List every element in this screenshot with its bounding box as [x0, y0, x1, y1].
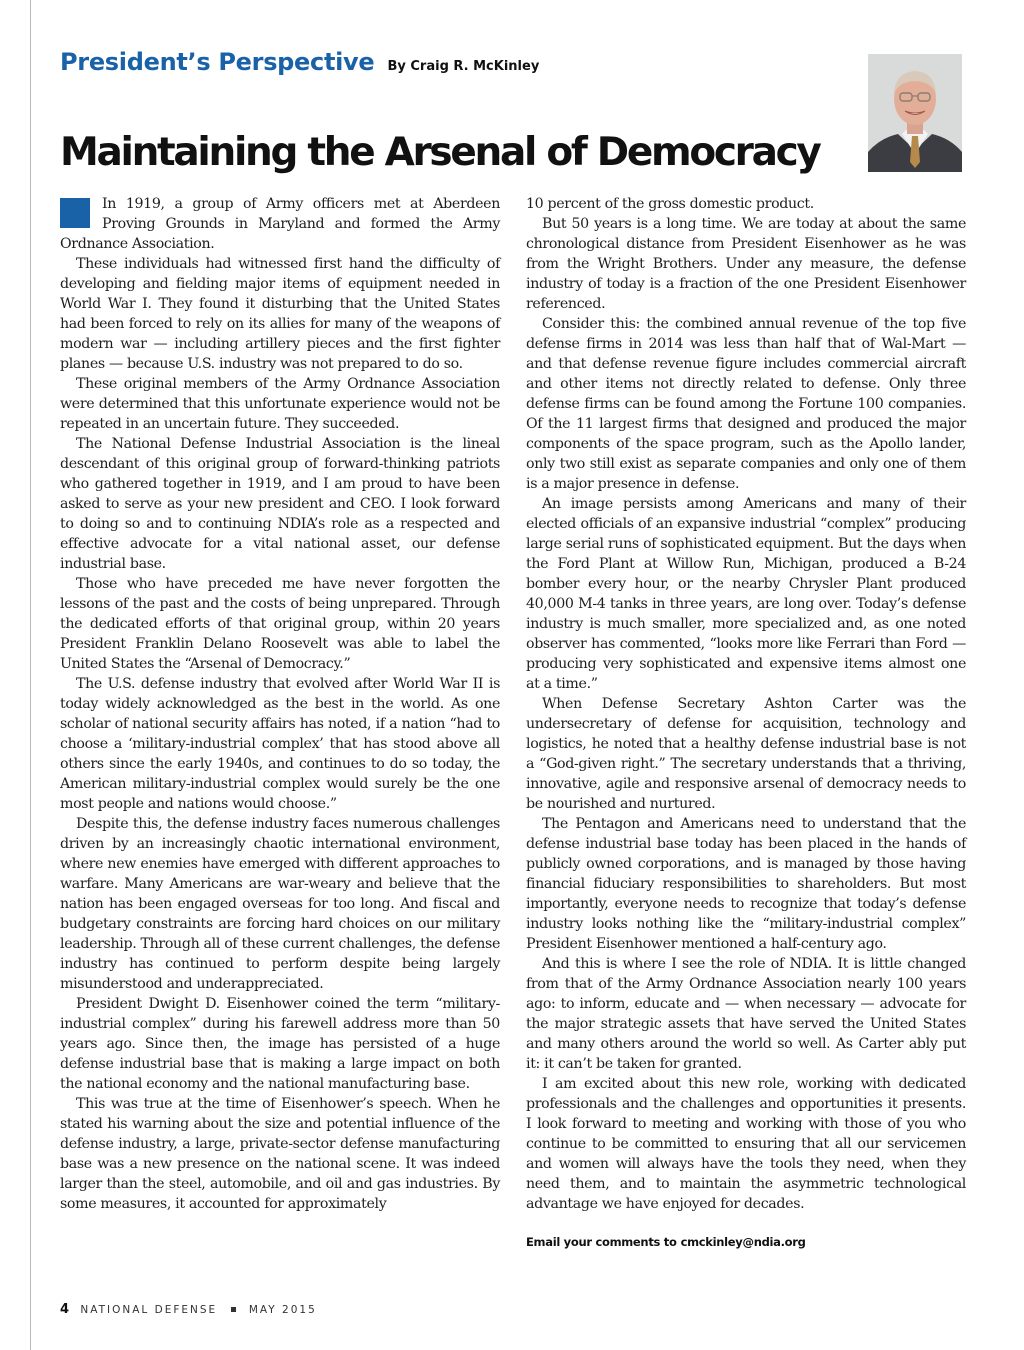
paragraph: The U.S. defense industry that evolved after World War II is today widely acknowledged as the best in the world. As one scholar of national security affairs has noted, if a nation “had to choose a ‘military-industrial complex’ that has stood above all others since the early 1940s, and continues to do so today, the American military-industrial complex would surely be the one most people and nations would choose.” — [60, 676, 500, 812]
paragraph: The National Defense Industrial Association is the lineal descendant of this original group of forward-thinking patriots who gathered together in 1919, and I am proud to have been asked to serve as your new president and CEO. I look forward to doing so and to continuing NDIA’s role as a respected and effective advocate for a vital national asset, our defense industrial base. — [60, 436, 500, 572]
paragraph-text: In 1919, a group of Army officers met at Aberdeen Proving Grounds in Maryland and formed the Army Ordnance Association. — [60, 196, 500, 252]
page-margin-rule — [30, 0, 31, 1350]
page-number: 4 — [60, 1302, 70, 1317]
email-comments-line — [526, 1232, 966, 1252]
byline: By Craig R. McKinley — [387, 59, 540, 74]
article-headline: Maintaining the Arsenal of Democracy — [60, 130, 820, 175]
paragraph: I am excited about this new role, working with dedicated professionals and the challenges and opportunities it presents. I look forward to meeting and working with those of you who continue to be committed to ensuring that all our servicemen and women will always have the tools they need, when they need them, and to maintain the asymmetric technological advantage we have enjoyed for decades. — [526, 1076, 966, 1212]
email-label: Email your comments to — [526, 1235, 677, 1249]
drop-cap-block — [60, 198, 90, 228]
author-portrait — [868, 54, 962, 172]
footer-separator — [231, 1307, 236, 1312]
left-column — [60, 194, 500, 1214]
page-footer — [60, 1302, 317, 1317]
paragraph — [60, 194, 500, 254]
paragraph: President Dwight D. Eisenhower coined the term “military-industrial complex” during his farewell address more than 50 years ago. Since then, the image has persisted of a huge defense industrial base that is making a large impact on both the national economy and the national manufacturing base. — [60, 996, 500, 1092]
paragraph: Despite this, the defense industry faces numerous challenges driven by an increasingly chaotic international environment, where new enemies have emerged with different approaches to warfare. Many Americans are war-weary and believe that the nation has been engaged overseas for too long. And fiscal and budgetary constraints are forcing hard choices on our military leadership. Through all of these current challenges, the defense industry has continued to perform despite being largely misunderstood and underappreciated. — [60, 816, 500, 992]
paragraph: And this is where I see the role of NDIA. It is little changed from that of the Army Ordnance Association nearly 100 years ago: to inform, educate and — when necessary — advocate for the major strategic assets that have served the United States and many others around the world so well. As Carter ably put it: it can’t be taken for granted. — [526, 956, 966, 1072]
paragraph: 10 percent of the gross domestic product. — [526, 196, 814, 212]
publication-name: NATIONAL DEFENSE — [80, 1304, 218, 1316]
paragraph: Consider this: the combined annual revenue of the top five defense firms in 2014 was less than half that of Wal-Mart — and that defense revenue figure includes commercial aircraft and other items not directly related to defense. Only three defense firms can be found among the Fortune 100 companies. Of the 11 largest firms that designed and produced the major components of the space program, such as the Apollo lander, only two still exist as separate companies and only one of them is a major presence in defense. — [526, 316, 966, 492]
paragraph: But 50 years is a long time. We are today at about the same chronological distance from President Eisenhower as he was from the Wright Brothers. Under any measure, the defense industry of today is a fraction of the one President Eisenhower referenced. — [526, 216, 966, 312]
paragraph: When Defense Secretary Ashton Carter was the undersecretary of defense for acquisition, technology and logistics, he noted that a healthy defense industrial base is not a “God-given right.” The secretary understands that a thriving, innovative, agile and responsive arsenal of democracy needs to be nourished and nurtured. — [526, 696, 966, 812]
issue-date: MAY 2015 — [248, 1304, 317, 1316]
paragraph: An image persists among Americans and many of their elected officials of an expansive industrial “complex” producing large serial runs of sophisticated equipment. But the days when the Ford Plant at Willow Run, Michigan, produced a B-24 bomber every hour, or the nearby Chrysler Plant produced 40,000 M-4 tanks in three years, are long over. Today’s defense industry is much smaller, more specialized and, as one noted observer has commented, “looks more like Ferrari than Ford — producing very sophisticated and expensive items almost one at a time.” — [526, 496, 966, 692]
paragraph: These original members of the Army Ordnance Association were determined that this unfortunate experience would not be repeated in an uncertain future. They succeeded. — [60, 376, 500, 432]
paragraph: These individuals had witnessed first hand the difficulty of developing and fielding major items of equipment needed in World War I. They found it disturbing that the United States had been forced to rely on its allies for many of the weapons of modern war — including artillery pieces and the first fighter planes — because U.S. industry was not prepared to do so. — [60, 256, 500, 372]
right-column — [526, 194, 966, 1252]
paragraph: This was true at the time of Eisenhower’s speech. When he stated his warning about the size and potential influence of the defense industry, a large, private-sector defense manufacturing base was a new presence on the national scene. It was indeed larger than the steel, automobile, and oil and gas industries. By some measures, it accounted for approximately — [60, 1096, 500, 1212]
article-header — [60, 48, 539, 76]
section-title: President’s Perspective — [60, 48, 375, 76]
paragraph: Those who have preceded me have never forgotten the lessons of the past and the costs of being unprepared. Through the dedicated efforts of that original group, within 20 years President Franklin Delano Roosevelt was able to label the United States the “Arsenal of Democracy.” — [60, 576, 500, 672]
author-headshot-image — [868, 54, 962, 172]
paragraph: The Pentagon and Americans need to understand that the defense industrial base today has been placed in the hands of publicly owned corporations, and is managed by those having financial fiduciary responsibilities to shareholders. But most importantly, everyone needs to recognize that today’s defense industry looks nothing like the “military-industrial complex” President Eisenhower mentioned a half-century ago. — [526, 816, 966, 952]
email-address-link[interactable]: cmckinley@ndia.org — [680, 1235, 806, 1249]
